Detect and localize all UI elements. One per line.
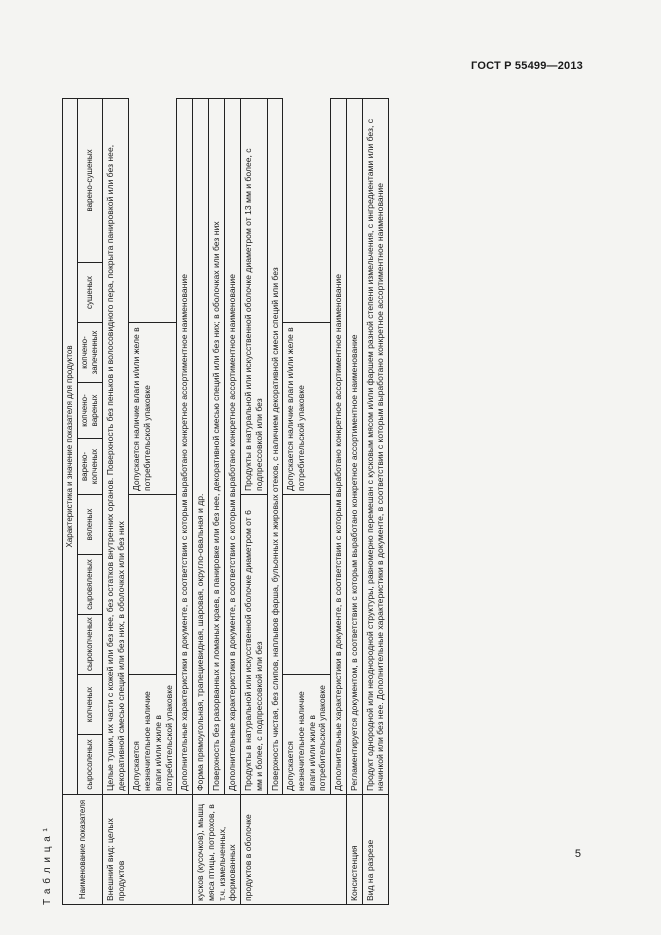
table-row xyxy=(177,98,193,904)
table-cell: Целые тушки, их части с кожей или без нее, без остатков внутренних органов. Поверхность без пеньков и волосовидного пера, покрыта панировкой или без нее, декоративной смесью специй или без них, в оболочках или без них xyxy=(103,98,129,794)
table-cell: Продукты в натуральной или искусственной оболочке диаметром от 13 мм и более, с подпрессовкой или без xyxy=(241,98,267,494)
table-row xyxy=(267,98,283,904)
header-col: вяленых xyxy=(78,495,103,555)
table-row xyxy=(241,98,267,904)
row-label: кусков (кусочков), мышц мяса птицы, потрохов, в т.ч. измельченных, формованных xyxy=(193,795,241,905)
table-row xyxy=(193,98,209,904)
header-characteristics: Характеристика и значение показателя для продуктов xyxy=(63,98,78,794)
table-cell: Продукты в натуральной или искусственной оболочке диаметром от 6 мм и более, с подпрессовкой или без xyxy=(241,495,267,795)
table-row xyxy=(346,98,362,904)
header-col: сыровяленых xyxy=(78,555,103,615)
header-indicator: Наименование показателя xyxy=(63,795,103,905)
table-caption: Т а б л и ц а ¹ xyxy=(42,827,53,905)
table-cell: Продукт однородной или неоднородной структуры, равномерно перемешан с кусковым мясом и/или фаршем разной степени измельчения, с ингредиентами или без, с начинкой или без нее. Дополнительные характеристики в документе, в соответствии с которым выработано конкретное ассортиментное наименование xyxy=(362,98,388,794)
row-label: Внешний вид: целых продуктов xyxy=(103,795,193,905)
row-label: Консистенция xyxy=(346,795,362,905)
table-row xyxy=(209,98,225,904)
table-cell: Допускается незначительное наличие влаги и/или жиле в потребительской упаковке xyxy=(283,675,331,795)
page-number: 5 xyxy=(574,848,581,860)
table-cell: Допускается наличие влаги и/или желе в потребительской упаковке xyxy=(283,323,331,495)
row-label: продуктов в оболочке xyxy=(241,795,347,905)
table-row xyxy=(103,98,129,904)
table-cell-empty xyxy=(129,98,177,322)
table-cell: Регламентируется документом, в соответствии с которым выработано конкретное ассортиментное наименование xyxy=(346,98,362,794)
table-row xyxy=(129,98,177,904)
table-cell: Допускается наличие влаги и/или желе в потребительской упаковке xyxy=(129,323,177,495)
header-col: копченых xyxy=(78,675,103,735)
standard-number: ГОСТ Р 55499—2013 xyxy=(471,60,583,72)
table-cell-empty xyxy=(283,98,331,322)
table-row xyxy=(283,98,331,904)
header-col: копчено-вареных xyxy=(78,383,103,439)
header-col: варено-копченых xyxy=(78,439,103,495)
header-col: сыросоленых xyxy=(78,735,103,795)
header-col: сырокопченых xyxy=(78,615,103,675)
table-row xyxy=(225,98,241,904)
table-cell: Допускается незначительное наличие влаги и/или жиле в потребительской упаковке xyxy=(129,675,177,795)
table-cell: Дополнительные характеристики в документе, в соответствии с которым выработано конкретное ассортиментное наименование xyxy=(225,98,241,794)
table-cell: Дополнительные характеристики в документе, в соответствии с которым выработано конкретное ассортиментное наименование xyxy=(177,98,193,794)
header-col: варено-сушеных xyxy=(78,98,103,262)
table-cell: Дополнительные характеристики в документе, в соответствии с которым выработано конкретное ассортиментное наименование xyxy=(331,98,347,794)
table-cell-empty xyxy=(283,495,331,675)
table-row xyxy=(362,98,388,904)
header-row-2 xyxy=(78,98,103,904)
header-row-1 xyxy=(63,98,78,904)
table-cell: Поверхность без разорванных и ломаных краев, в панировке или без нее, декоративной смесью специй или без них; в оболочках или без них xyxy=(209,98,225,794)
table-cell: Форма прямоугольная, трапециевидная, шаровая, округло-овальная и др. xyxy=(193,98,209,794)
characteristics-table xyxy=(62,98,389,905)
row-label: Вид на разрезе xyxy=(362,795,388,905)
header-col: копчено-запеченных xyxy=(78,323,103,383)
header-col: сушеных xyxy=(78,263,103,323)
rotated-table-area xyxy=(42,95,482,905)
table-cell-empty xyxy=(129,495,177,675)
table-cell: Поверхность чистая, без слипов, наплывов фарша, бульонных и жировых отеков, с наличием декоративной смеси специй или без xyxy=(267,98,283,794)
table-row xyxy=(331,98,347,904)
